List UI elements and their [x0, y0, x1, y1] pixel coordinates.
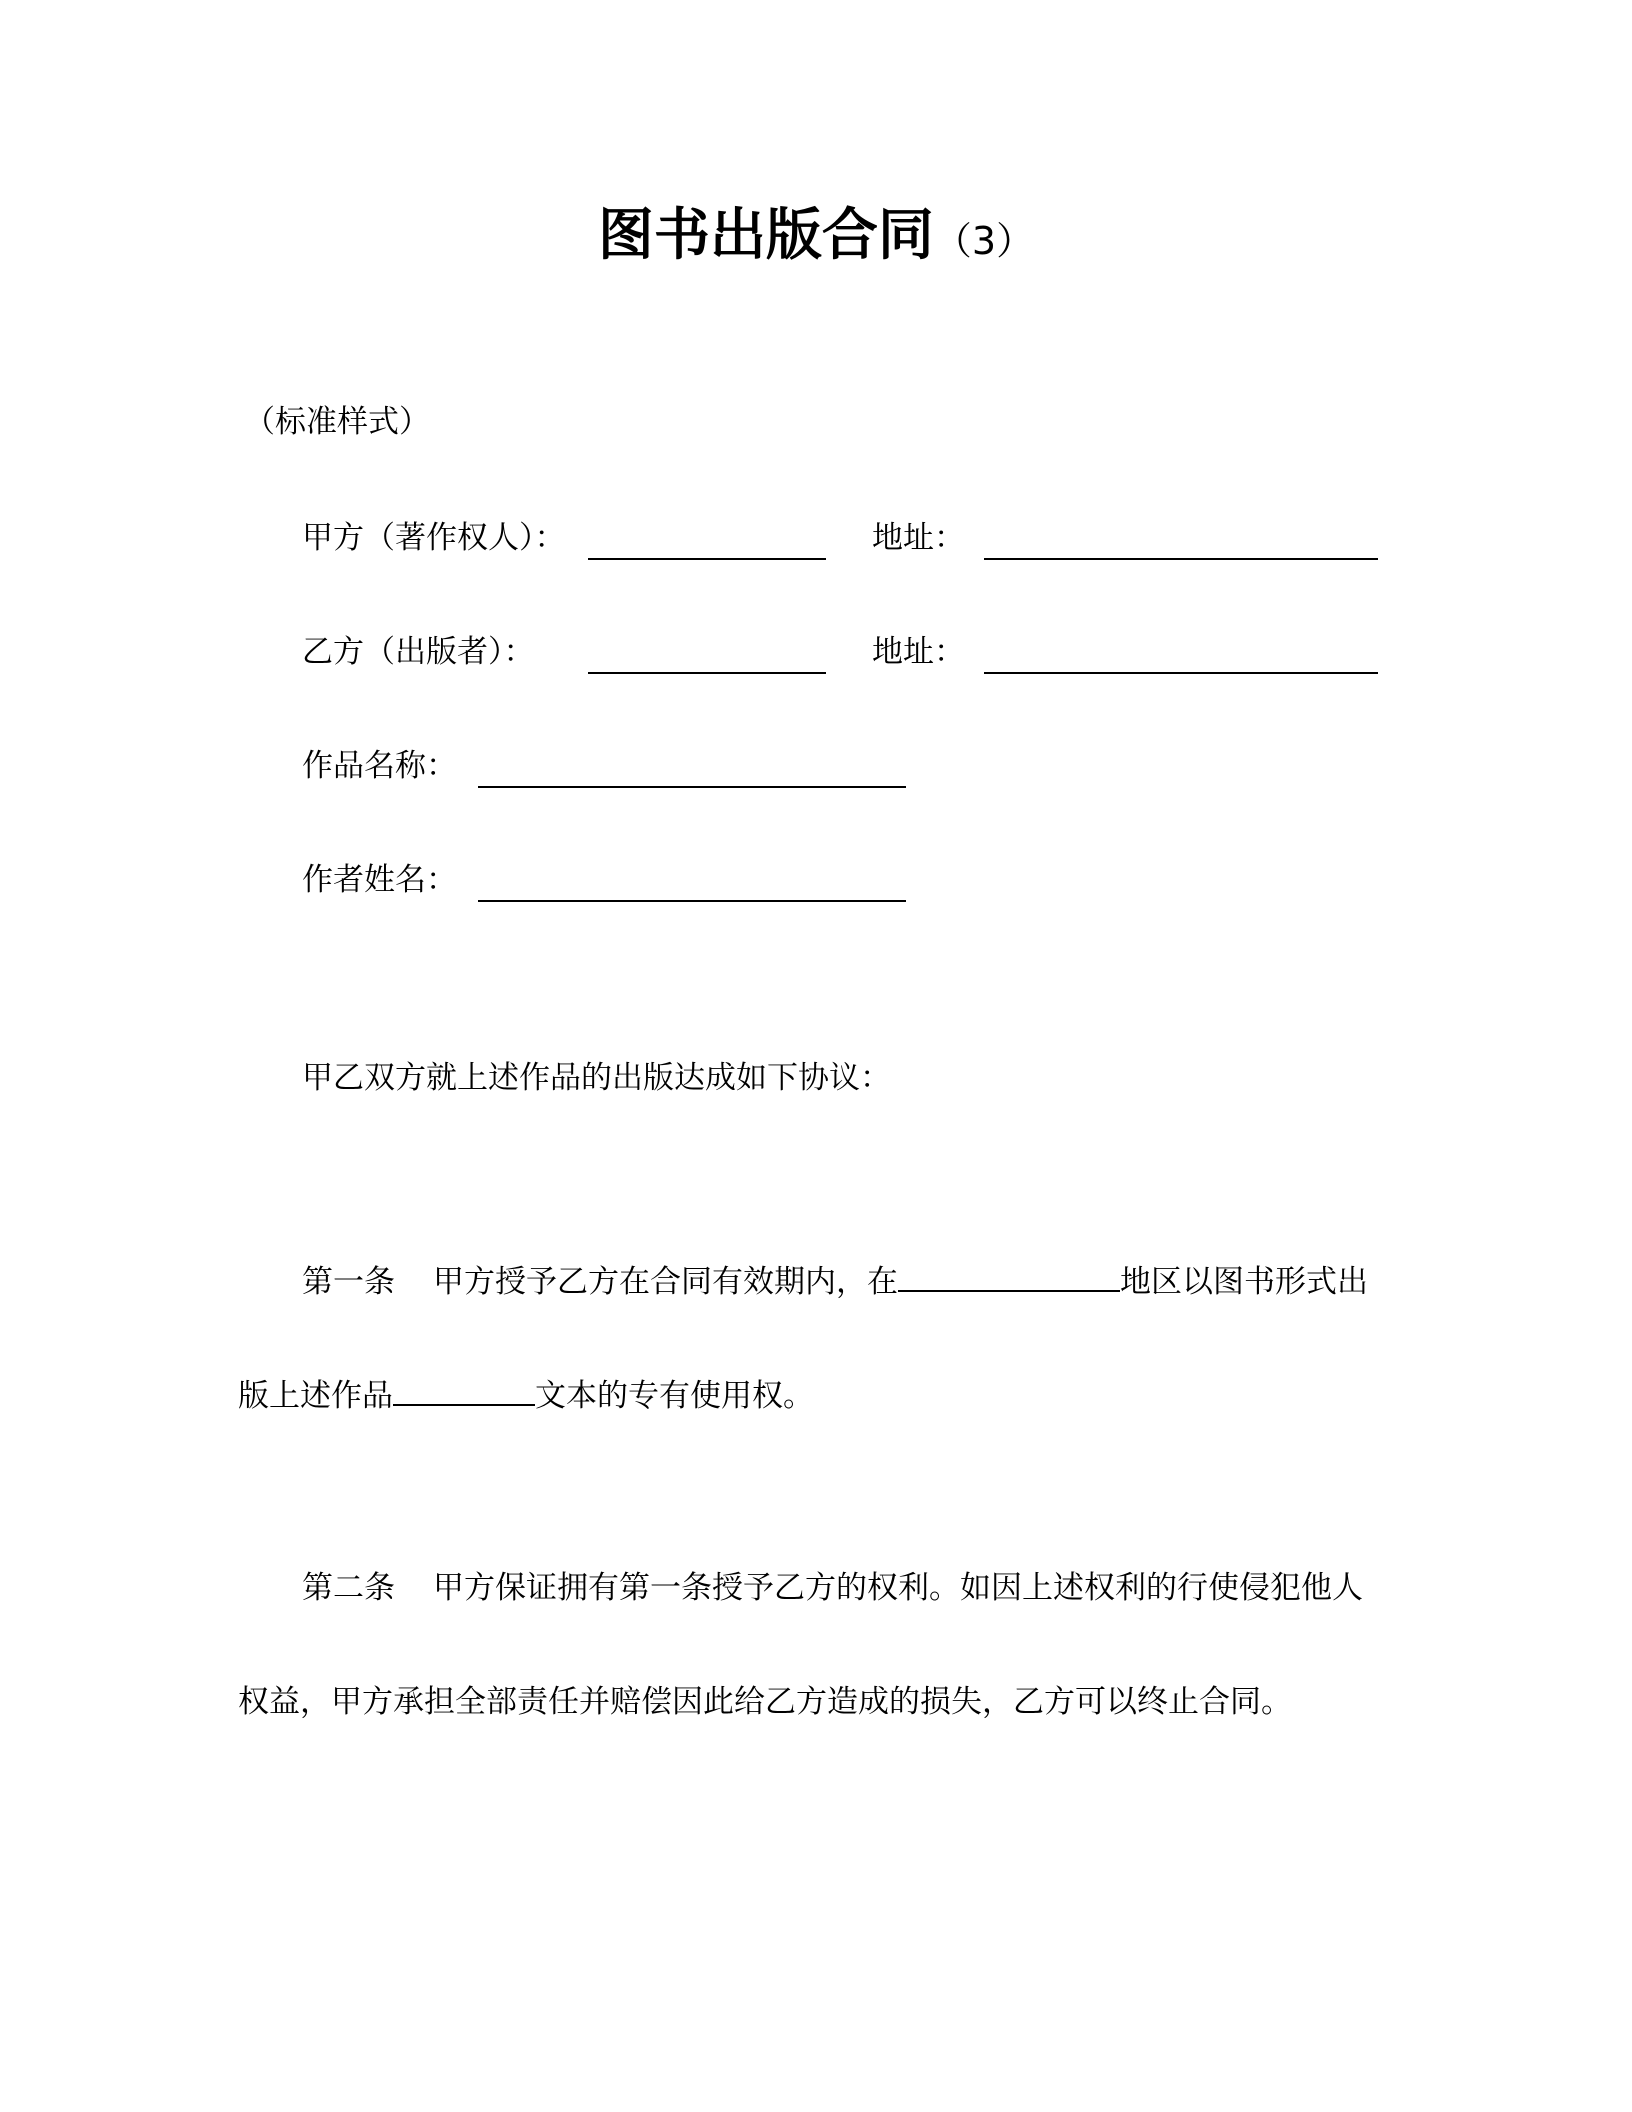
- work-title-label: 作品名称：: [302, 748, 457, 784]
- party-a-blank[interactable]: [588, 558, 826, 560]
- author-name-blank[interactable]: [478, 900, 906, 902]
- language-blank[interactable]: [393, 1370, 535, 1406]
- article-2-line-2: 权益，甲方承担全部责任并赔偿因此给乙方造成的损失，乙方可以终止合同。: [238, 1684, 1292, 1720]
- article-2-line-1: [302, 1568, 1363, 1608]
- article-1-text-part-2: 地区以图书形式出: [1120, 1264, 1368, 1300]
- party-b-label: 乙方（出版者）：: [302, 634, 535, 670]
- party-b-address-label: 地址：: [872, 634, 965, 670]
- party-b-address-blank[interactable]: [984, 672, 1378, 674]
- title-text: 图书出版合同: [597, 203, 934, 268]
- party-a-address-label: 地址：: [872, 520, 965, 556]
- article-1-line-1: [302, 1256, 1368, 1302]
- region-blank[interactable]: [898, 1256, 1120, 1292]
- document-title: [0, 200, 1632, 277]
- article-1-line-2-part-1: 版上述作品: [238, 1378, 393, 1414]
- article-1-line-2: [238, 1370, 814, 1416]
- article-1-line-2-part-2: 文本的专有使用权。: [535, 1378, 814, 1414]
- title-number: （3）: [933, 219, 1035, 263]
- article-2-line-1-text: 甲方保证拥有第一条授予乙方的权利。如因上述权利的行使侵犯他人: [433, 1570, 1363, 1606]
- document-subtitle: （标准样式）: [244, 404, 430, 440]
- party-b-blank[interactable]: [588, 672, 826, 674]
- article-1-text-part-1: 甲方授予乙方在合同有效期内，在: [433, 1264, 898, 1300]
- agreement-intro: 甲乙双方就上述作品的出版达成如下协议：: [302, 1060, 891, 1096]
- work-title-blank[interactable]: [478, 786, 906, 788]
- party-a-label: 甲方（著作权人）：: [302, 520, 566, 556]
- article-1-heading: 第一条: [302, 1264, 395, 1300]
- author-name-label: 作者姓名：: [302, 862, 457, 898]
- article-2-heading: 第二条: [302, 1570, 395, 1606]
- party-a-address-blank[interactable]: [984, 558, 1378, 560]
